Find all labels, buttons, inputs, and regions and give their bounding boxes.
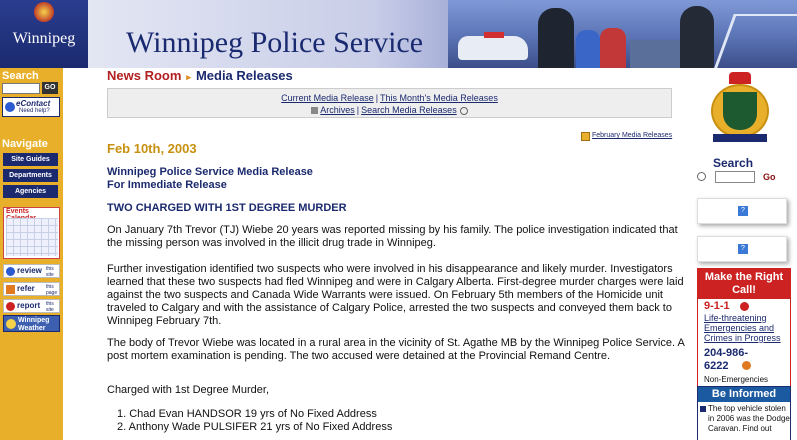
report-sub-label: this site — [46, 301, 54, 313]
charged-list — [117, 408, 677, 434]
release-title — [107, 166, 313, 192]
report-icon — [6, 302, 15, 311]
right-sidebar — [693, 68, 797, 440]
review-site-button[interactable] — [3, 264, 60, 278]
search-media-releases-link[interactable]: Search Media Releases — [361, 105, 457, 115]
magnifier-icon — [460, 107, 468, 115]
logo-text: Winnipeg — [12, 30, 76, 47]
left-sidebar — [0, 68, 63, 440]
officer-image — [538, 8, 574, 68]
search-icon — [697, 172, 706, 181]
help-box[interactable] — [697, 236, 787, 262]
review-icon — [6, 267, 15, 276]
refer-sub-label: this page — [46, 284, 58, 296]
help-icon: ? — [738, 206, 748, 216]
link-separator: | — [375, 93, 379, 103]
left-search-label: Search — [2, 70, 39, 82]
current-media-release-link[interactable]: Current Media Release — [281, 93, 374, 103]
winnipeg-logo[interactable] — [0, 0, 88, 68]
nav-agencies-button[interactable]: Agencies — [3, 185, 58, 198]
econtact-icon — [5, 102, 15, 112]
navigate-label: Navigate — [2, 138, 48, 150]
econtact-label: eContact — [16, 99, 51, 108]
weather-label — [18, 317, 49, 333]
this-month-releases-link[interactable]: This Month's Media Releases — [380, 93, 498, 103]
refer-label: refer — [17, 284, 35, 293]
weather-line1: Winnipeg — [18, 317, 50, 324]
header-banner — [88, 0, 797, 68]
nav-departments-button[interactable]: Departments — [3, 169, 58, 182]
police-crest-icon — [707, 72, 773, 144]
media-links-bar — [107, 88, 672, 118]
siren-light-image — [484, 32, 504, 38]
breadcrumb-news-room[interactable]: News Room — [107, 68, 182, 83]
review-label: review — [17, 266, 42, 275]
bike-patrol-image — [630, 40, 680, 68]
left-search-input[interactable] — [2, 83, 40, 94]
report-label: report — [17, 301, 41, 310]
site-header — [0, 0, 797, 68]
help-box[interactable] — [697, 198, 787, 224]
emergency-description-link[interactable]: Life-threatening Emergencies and Crimes in Progress — [704, 313, 781, 343]
call-box-title: Make the Right Call! — [698, 269, 790, 299]
february-media-releases-link[interactable]: February Media Releases — [592, 132, 673, 139]
release-line1: Winnipeg Police Service Media Release — [107, 166, 313, 178]
calendar-grid-icon — [6, 218, 58, 256]
release-date: Feb 10th, 2003 — [107, 141, 197, 156]
shield-icon — [723, 92, 757, 130]
review-sub-label: this site — [46, 266, 54, 278]
bullet-icon — [700, 406, 706, 412]
winnipeg-weather-button[interactable] — [3, 315, 60, 332]
report-site-button[interactable] — [3, 299, 60, 313]
officer-image — [680, 6, 714, 68]
be-informed-box — [697, 386, 791, 440]
be-informed-title: Be Informed — [698, 387, 790, 402]
article-paragraph: Further investigation identified two suspects who were involved in his disappearance and likely murder. Investigators learned that these two suspects had fled Winnipeg and were in Calgary Alberta. First-degree murder charges were laid against the two suspects and Canada Wide Warrants were issued. On February 5th members of the Homicide unit traveled to Calgary and with the assistance of Calgary Police, arrested the two suspects and conveyed them back to Winnipeg February 7th. — [107, 263, 684, 327]
sun-icon — [6, 319, 16, 329]
main-content — [105, 68, 690, 440]
right-search-label: Search — [713, 156, 754, 170]
weather-line2: Weather — [18, 325, 46, 332]
article-paragraph: On January 7th Trevor (TJ) Wiebe 20 years was reported missing by his family. The police investigation indicated that the missing person was involved in the illicit drug trade in Winnipeg. — [107, 224, 678, 249]
crown-icon — [729, 72, 751, 84]
list-item: 1. Chad Evan HANDSOR 19 yrs of No Fixed Address — [117, 408, 377, 420]
breadcrumb-media-releases: Media Releases — [195, 68, 293, 83]
bridge-image — [714, 14, 797, 68]
help-icon: ? — [738, 244, 748, 254]
release-line2: For Immediate Release — [107, 179, 227, 191]
breadcrumb-arrow-icon: ▸ — [186, 72, 191, 82]
crest-banner — [713, 134, 767, 142]
right-search-go-button[interactable]: Go — [763, 172, 776, 182]
make-right-call-box — [697, 268, 791, 388]
list-item: 2. Anthony Wade PULSIFER 21 yrs of No Fixed Address — [117, 421, 393, 433]
city-emblem-icon — [34, 2, 54, 22]
archives-link[interactable]: Archives — [320, 105, 355, 115]
phone-icon — [742, 361, 751, 370]
phone-icon — [740, 302, 749, 311]
events-calendar[interactable] — [3, 207, 60, 259]
econtact-button[interactable] — [2, 97, 60, 117]
be-informed-text: The top vehicle stolen in 2006 was the Dodge Caravan. Find out — [708, 404, 790, 433]
back-arrow-icon[interactable] — [581, 132, 590, 141]
events-calendar-title: Events — [6, 208, 29, 215]
non-emergency-label: Non-Emergencies — [704, 375, 769, 384]
child-image — [600, 28, 626, 68]
site-title: Winnipeg Police Service — [126, 26, 424, 59]
banner-photo — [448, 0, 797, 68]
left-search-go-button[interactable]: GO — [42, 82, 58, 94]
child-image — [576, 30, 600, 68]
refer-page-button[interactable] — [3, 282, 60, 296]
econtact-sub-label: Need help? — [19, 108, 50, 114]
article-paragraph: Charged with 1st Degree Murder, — [107, 384, 270, 396]
right-search-input[interactable] — [715, 171, 755, 183]
emergency-number: 9-1-1 — [704, 300, 730, 312]
archive-icon — [311, 107, 318, 114]
breadcrumb — [107, 68, 293, 83]
non-emergency-number: 204-986-6222 — [704, 347, 749, 372]
link-separator: | — [356, 105, 360, 115]
release-headline: TWO CHARGED WITH 1ST DEGREE MURDER — [107, 202, 347, 214]
article-paragraph: The body of Trevor Wiebe was located in a rural area in the vicinity of St. Agathe MB by the Winnipeg Police Service. A post mortem examination is pending. The two accused were detained at the Provincial Remand Centre. — [107, 337, 685, 362]
police-car-image — [458, 36, 528, 60]
refer-icon — [6, 285, 15, 294]
nav-site-guides-button[interactable]: Site Guides — [3, 153, 58, 166]
